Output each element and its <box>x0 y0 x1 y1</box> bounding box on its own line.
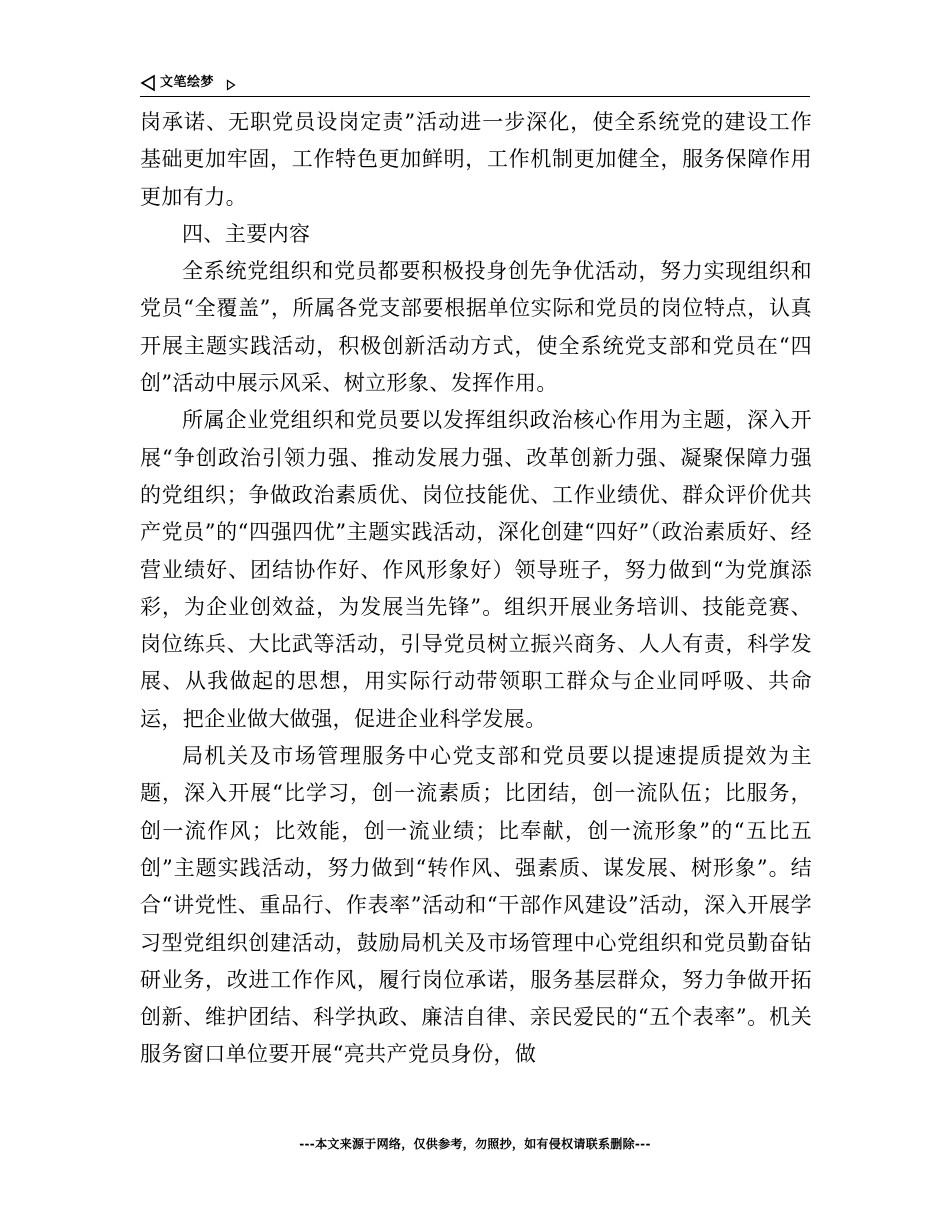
document-body <box>140 104 812 1074</box>
header-title: 文笔绘梦 <box>160 75 215 90</box>
paragraph-continuation: 岗承诺、无职党员设岗定责”活动进一步深化，使全系统党的建设工作基础更加牢固，工作特色更加鲜明，工作机制更加健全，服务保障作用更加有力。 <box>140 110 812 209</box>
section-heading: 四、主要内容 <box>182 221 311 246</box>
paragraph: 所属企业党组织和党员要以发挥组织政治核心作用为主题，深入开展“争创政治引领力强、推动发展力强、改革创新力强、凝聚保障力强的党组织；争做政治素质优、岗位技能优、工作业绩优、群众评价优共产党员”的“四强四优”主题实践活动，深化创建“四好”（政治素质好、经营业绩好、团结协作好、作风形象好）领导班子，努力做到“为党旗添彩，为企业创效益，为发展当先锋”。组织开展业务培训、技能竞赛、岗位练兵、大比武等活动，引导党员树立振兴商务、人人有责，科学发展、从我做起的思想，用实际行动带领职工群众与企业同呼吸、共命运，把企业做大做强，促进企业科学发展。 <box>140 408 812 731</box>
triangle-left-outline-icon <box>140 74 156 92</box>
paragraph: 全系统党组织和党员都要积极投身创先争优活动，努力实现组织和党员“全覆盖”，所属各党支部要根据单位实际和党员的岗位特点，认真开展主题实践活动，积极创新活动方式，使全系统党支部和党员在“四创”活动中展示风采、树立形象、发挥作用。 <box>140 259 812 396</box>
footer-disclaimer: ---本文来源于网络，仅供参考，勿照抄，如有侵权请联系删除--- <box>299 1137 651 1151</box>
paragraph: 局机关及市场管理服务中心党支部和党员要以提速提质提效为主题，深入开展“比学习，创一流素质；比团结，创一流队伍；比服务，创一流作风；比效能，创一流业绩；比奉献，创一流形象”的“五比五创”主题实践活动，努力做到“转作风、强素质、谋发展、树形象”。结合“讲党性、重品行、作表率”活动和“干部作风建设”活动，深入开展学习型党组织创建活动，鼓励局机关及市场管理中心党组织和党员勤奋钻研业务，改进工作作风，履行岗位承诺，服务基层群众，努力争做开拓创新、维护团结、科学执政、廉洁自律、亲民爱民的“五个表率”。机关服务窗口单位要开展“亮共产党员身份，做 <box>140 744 812 1067</box>
triangle-right-outline-icon <box>226 76 236 88</box>
page-header <box>140 72 810 97</box>
